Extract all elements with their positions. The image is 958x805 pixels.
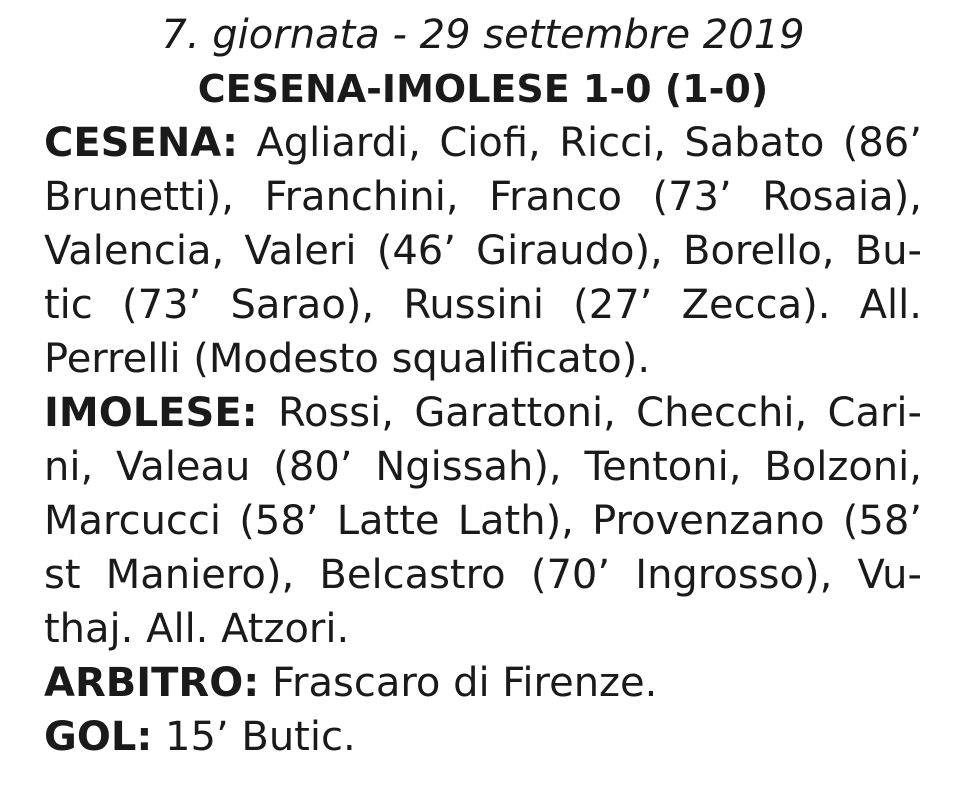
word: (58’ [239, 498, 319, 544]
word: Lath), [457, 498, 574, 544]
word: (46’ [376, 228, 456, 274]
word: Ciofi, [439, 120, 541, 166]
word: Franchini, [264, 174, 459, 220]
word: Giraudo), [476, 228, 663, 274]
imolese-line-4 [44, 548, 922, 602]
round-date: 7. giornata - 29 settembre 2019 [161, 12, 805, 58]
word: Ricci, [559, 120, 666, 166]
match-report [44, 8, 922, 764]
imolese-line-3 [44, 494, 922, 548]
imolese-label: IMOLESE: [44, 390, 258, 436]
imolese-line-1 [44, 386, 922, 440]
word: Ngissah), [375, 444, 562, 490]
word: Maniero), [105, 552, 295, 598]
word: Vu- [857, 552, 922, 598]
arbitro-line [44, 656, 922, 710]
word: Brunetti), [44, 174, 234, 220]
cesena-line-1 [44, 116, 922, 170]
word: (86’ [842, 120, 922, 166]
word: (58’ [842, 498, 922, 544]
match-title: CESENA-IMOLESE 1-0 (1-0) [197, 67, 769, 111]
arbitro-value: Frascaro di Firenze. [271, 660, 658, 706]
word: Belcastro [319, 552, 506, 598]
word: Cari- [827, 390, 922, 436]
word: Rosaia), [762, 174, 922, 220]
word: Garattoni, [414, 390, 616, 436]
imolese-line-2 [44, 440, 922, 494]
word: Sabato [684, 120, 825, 166]
cesena-label: CESENA: [44, 120, 238, 166]
word: Valencia, [44, 228, 225, 274]
word: Ingrosso), [635, 552, 833, 598]
word: Bolzoni, [764, 444, 922, 490]
word: Checchi, [636, 390, 808, 436]
word: tic [44, 282, 93, 328]
gol-line [44, 710, 922, 764]
word: Valeau [116, 444, 251, 490]
imolese-line-5 [44, 602, 922, 656]
cesena-line-5 [44, 332, 922, 386]
word: Russini [403, 282, 544, 328]
cesena-line-4 [44, 278, 922, 332]
cesena-line-2 [44, 170, 922, 224]
cesena-line-3 [44, 224, 922, 278]
word: Franco [489, 174, 622, 220]
word: ni, [44, 444, 94, 490]
word: Tentoni, [584, 444, 742, 490]
word: Zecca). [681, 282, 831, 328]
gol-value: 15’ Butic. [165, 714, 356, 760]
word: st [44, 552, 81, 598]
word: Rossi, [277, 390, 394, 436]
gol-label: GOL: [44, 714, 153, 760]
word: Provenzano [592, 498, 825, 544]
word: Marcucci [44, 498, 222, 544]
word: Sarao), [230, 282, 375, 328]
word: thaj. All. Atzori. [44, 606, 350, 652]
word: All. [859, 282, 922, 328]
word: (73’ [652, 174, 732, 220]
arbitro-label: ARBITRO: [44, 660, 260, 706]
word: (73’ [122, 282, 202, 328]
word: Agliardi, [256, 120, 421, 166]
word: Perrelli (Modesto squalificato). [44, 336, 651, 382]
word: (70’ [530, 552, 611, 598]
word: (80’ [273, 444, 353, 490]
word: Valeri [244, 228, 357, 274]
word: (27’ [573, 282, 653, 328]
word: Latte [336, 498, 440, 544]
word: Bu- [854, 228, 922, 274]
word: Borello, [683, 228, 835, 274]
